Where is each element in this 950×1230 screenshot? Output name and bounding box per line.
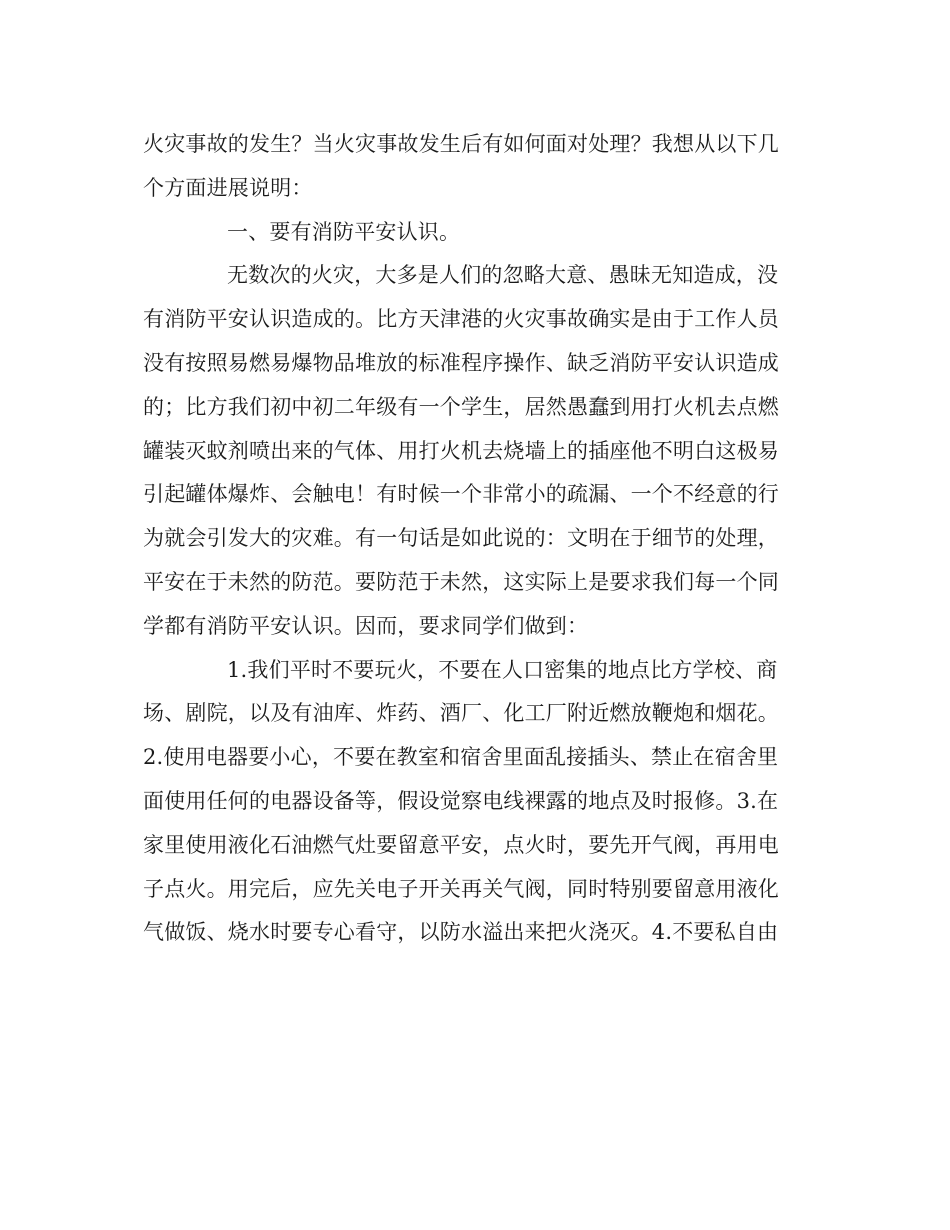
text-line: 引起罐体爆炸、会触电！有时候一个非常小的疏漏、一个不经意的行 (143, 482, 779, 507)
text-line: 火灾事故的发生？当火灾事故发生后有如何面对处理？我想从以下几 (143, 132, 779, 156)
text-line: 场、剧院，以及有油库、炸药、酒厂、化工厂附近燃放鞭炮和烟花。 (143, 701, 779, 726)
text-line: 无数次的火灾，大多是人们的忽略大意、愚昧无知造成，没 (227, 263, 779, 288)
section-heading: 一、要有消防平安认识。 (227, 219, 461, 244)
text-line: 1.我们平时不要玩火，不要在人口密集的地点比方学校、商 (227, 657, 778, 682)
text-line: 为就会引发大的灾难。有一句话是如此说的：文明在于细节的处理， (143, 526, 779, 551)
text-line: 的；比方我们初中初二年级有一个学生，居然愚蠢到用打火机去点燃 (143, 394, 779, 419)
text-line: 面使用任何的电器设备等，假设觉察电线裸露的地点及时报修。3.在 (143, 788, 779, 813)
text-line: 平安在于未然的防范。要防范于未然，这实际上是要求我们每一个同 (143, 569, 779, 594)
text-line: 家里使用液化石油燃气灶要留意平安，点火时，要先开气阀，再用电 (143, 832, 779, 857)
text-line: 罐装灭蚊剂喷出来的气体、用打火机去烧墙上的插座他不明白这极易 (143, 438, 779, 463)
text-line: 气做饭、烧水时要专心看守，以防水溢出来把火浇灭。4.不要私自由 (143, 920, 779, 945)
text-line: 没有按照易燃易爆物品堆放的标准程序操作、缺乏消防平安认识造成 (143, 350, 779, 375)
text-line: 2.使用电器要小心，不要在教室和宿舍里面乱接插头、禁止在宿舍里 (143, 745, 779, 770)
document-body (143, 123, 803, 955)
text-line: 个方面进展说明： (143, 175, 313, 200)
text-line: 子点火。用完后，应先关电子开关再关气阀，同时特别要留意用液化 (143, 876, 779, 901)
text-line: 学都有消防平安认识。因而，要求同学们做到： (143, 613, 589, 638)
text-line: 有消防平安认识造成的。比方天津港的火灾事故确实是由于工作人员 (143, 307, 779, 332)
